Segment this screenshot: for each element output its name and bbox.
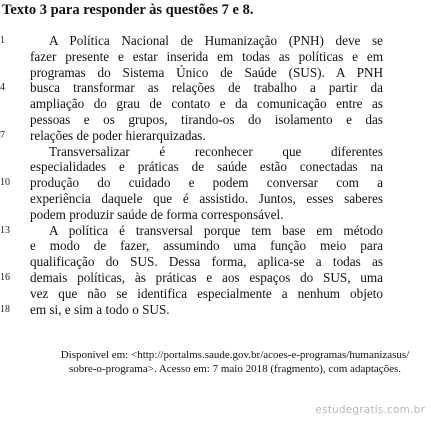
page-title: Texto 3 para responder às questões 7 e 8. xyxy=(2,2,254,18)
passage-line xyxy=(0,144,431,160)
line-text: programas do Sistema Único de Saúde (SUS). A PNH xyxy=(30,64,383,80)
line-text: A política é transversal porque tem base em método xyxy=(49,222,383,238)
source-citation xyxy=(40,348,430,376)
line-text: produção do cuidado e podem conversar com a xyxy=(30,175,383,191)
line-number: 13 xyxy=(0,224,10,236)
passage-line xyxy=(0,207,431,223)
passage-line xyxy=(0,191,431,207)
line-text: A Política Nacional de Humanização (PNH) deve se xyxy=(49,33,383,48)
passage-text xyxy=(0,33,431,317)
passage-line xyxy=(0,302,431,318)
source-line-2: sobre-o-programa>. Acesso em: 7 maio 2018 (fragmento), com adaptações. xyxy=(68,363,402,375)
line-number: 4 xyxy=(0,82,5,94)
line-text: fazer presente e estar inserida em todas as políticas e em xyxy=(30,48,383,64)
line-number: 1 xyxy=(0,35,5,46)
line-text: podem produzir saúde de forma corresponsável. xyxy=(30,206,284,222)
line-text: especialidades e práticas de saúde estão conectadas na xyxy=(30,159,383,175)
watermark: estudegratis.com.br xyxy=(315,404,425,416)
passage-line xyxy=(0,65,431,81)
passage-line xyxy=(0,270,431,286)
line-text: vez que não se identifica especialmente a nenhum objeto xyxy=(30,285,383,301)
passage-line xyxy=(0,286,431,302)
passage-line xyxy=(0,80,431,96)
line-text: demais políticas, às práticas e aos espaços do SUS, uma xyxy=(30,269,383,285)
line-number: 7 xyxy=(0,129,5,141)
passage-line xyxy=(0,159,431,175)
line-number: 10 xyxy=(0,177,10,189)
line-text: ampliação do grau de contato e da comunicação entre as xyxy=(30,96,383,112)
passage-line xyxy=(0,49,431,65)
line-text: busca transformar as relações de trabalho a partir da xyxy=(30,80,383,96)
passage-line xyxy=(0,128,431,144)
line-text: em si, e sim a todo o SUS. xyxy=(30,301,170,317)
line-text: e modo de fazer, assumindo uma função meio para xyxy=(30,238,383,254)
line-text: Transversalizar é reconhecer que diferentes xyxy=(49,143,383,159)
source-line-1: Disponível em: <http://portalms.saude.gov.br/acoes-e-programas/humanizasus/ xyxy=(60,349,410,361)
line-text: experiência daquele que é assistido. Juntos, esses saberes xyxy=(30,190,383,206)
line-number: 16 xyxy=(0,271,10,283)
passage-line xyxy=(0,254,431,270)
passage-line xyxy=(0,238,431,254)
passage-line xyxy=(0,96,431,112)
passage-line xyxy=(0,33,431,49)
passage-line xyxy=(0,223,431,239)
passage-line xyxy=(0,112,431,128)
line-text: qualificação do SUS. Dessa forma, aplica-se a todas as xyxy=(30,254,383,270)
line-text: pessoas e os grupos, tirando-os do isolamento e das xyxy=(30,111,383,127)
passage-line xyxy=(0,175,431,191)
line-number: 18 xyxy=(0,303,10,315)
line-text: relações de poder hierarquizadas. xyxy=(30,127,206,143)
